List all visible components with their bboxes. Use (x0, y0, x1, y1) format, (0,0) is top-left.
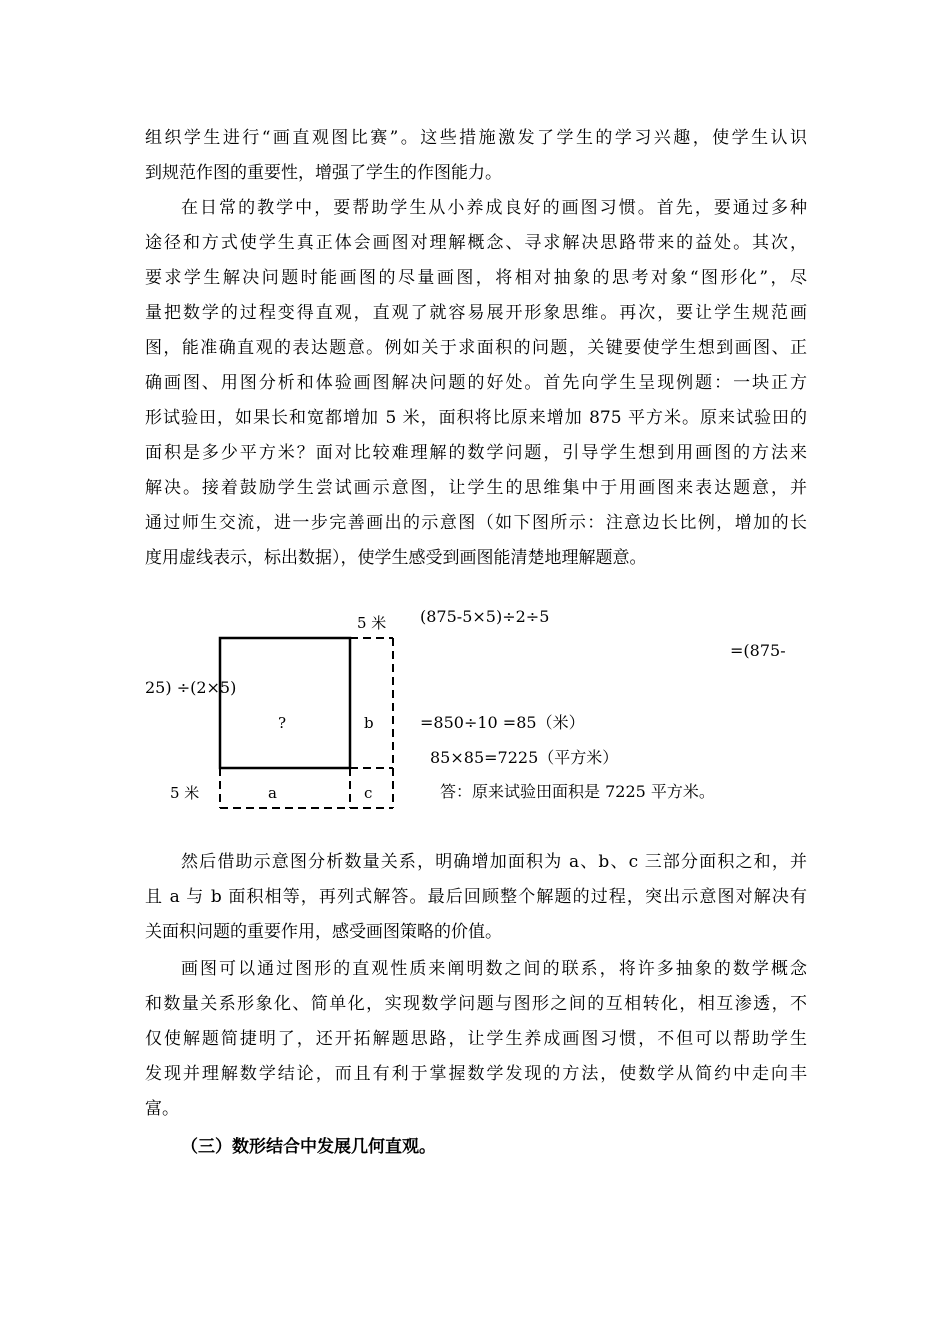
body-text-line: 要求学生解决问题时能画图的尽量画图，将相对抽象的思考对象“图形化”，尽 (145, 268, 807, 288)
calc-step-2a: =(875- (730, 641, 786, 660)
square-unknown-label: ? (278, 714, 287, 732)
body-text-line: 然后借助示意图分析数量关系，明确增加面积为 a、b、c 三部分面积之和，并 (181, 852, 807, 872)
body-text-line: 组织学生进行“画直观图比赛”。这些措施激发了学生的学习兴趣，使学生认识 (145, 128, 807, 148)
body-text-line: 度用虚线表示，标出数据），使学生感受到画图能清楚地理解题意。 (145, 548, 647, 568)
body-text-line: 发现并理解数学结论，而且有利于掌握数学发现的方法，使数学从简约中走向丰 (145, 1064, 807, 1084)
body-text-line: 形试验田，如果长和宽都增加 5 米，面积将比原来增加 875 平方米。原来试验田的 (145, 408, 807, 428)
body-text-line: 途径和方式使学生真正体会画图对理解概念、寻求解决思路带来的益处。其次， (145, 233, 807, 253)
body-text-line: 关面积问题的重要作用，感受画图策略的价值。 (145, 922, 502, 942)
body-text-line: 通过师生交流，进一步完善画出的示意图（如下图所示：注意边长比例，增加的长 (145, 513, 807, 533)
calc-step-4: 85×85=7225（平方米） (430, 748, 619, 767)
region-a-label: a (268, 784, 277, 802)
top-extension-label: 5 米 (357, 614, 387, 632)
calc-answer: 答：原来试验田面积是 7225 平方米。 (440, 782, 715, 801)
body-text-line: 在日常的教学中，要帮助学生从小养成良好的画图习惯。首先，要通过多种 (181, 198, 807, 218)
body-text-line: 和数量关系形象化、简单化，实现数学问题与图形之间的互相转化，相互渗透，不 (145, 994, 807, 1014)
region-c-label: c (364, 784, 373, 802)
body-text-line: 到规范作图的重要性，增强了学生的作图能力。 (145, 163, 502, 183)
calc-step-3: =850÷10 =85（米） (420, 713, 585, 732)
body-text-line: 画图可以通过图形的直观性质来阐明数之间的联系，将许多抽象的数学概念 (181, 959, 807, 979)
original-square (220, 638, 350, 768)
calc-step-1: (875-5×5)÷2÷5 (420, 607, 550, 626)
body-text-line: 确画图、用图分析和体验画图解决问题的好处。首先向学生呈现例题：一块正方 (145, 373, 807, 393)
region-b-label: b (364, 714, 374, 732)
section-heading: （三）数形结合中发展几何直观。 (181, 1137, 436, 1157)
left-extension-label: 5 米 (170, 784, 200, 802)
calc-step-2b: 25) ÷(2×5) (145, 678, 237, 697)
body-text-line: 量把数学的过程变得直观，直观了就容易展开形象思维。再次，要让学生规范画 (145, 303, 807, 323)
body-text-line: 仅使解题简捷明了，还开拓解题思路，让学生养成画图习惯，不但可以帮助学生 (145, 1029, 807, 1049)
body-text-line: 富。 (145, 1099, 179, 1119)
body-text-line: 面积是多少平方米？面对比较难理解的数学问题，引导学生想到用画图的方法来 (145, 443, 807, 463)
body-text-line: 且 a 与 b 面积相等，再列式解答。最后回顾整个解题的过程，突出示意图对解决有 (145, 887, 807, 907)
body-text-line: 解决。接着鼓励学生尝试画示意图，让学生的思维集中于用画图来表达题意，并 (145, 478, 807, 498)
body-text-line: 图，能准确直观的表达题意。例如关于求面积的问题，关键要使学生想到画图、正 (145, 338, 807, 358)
